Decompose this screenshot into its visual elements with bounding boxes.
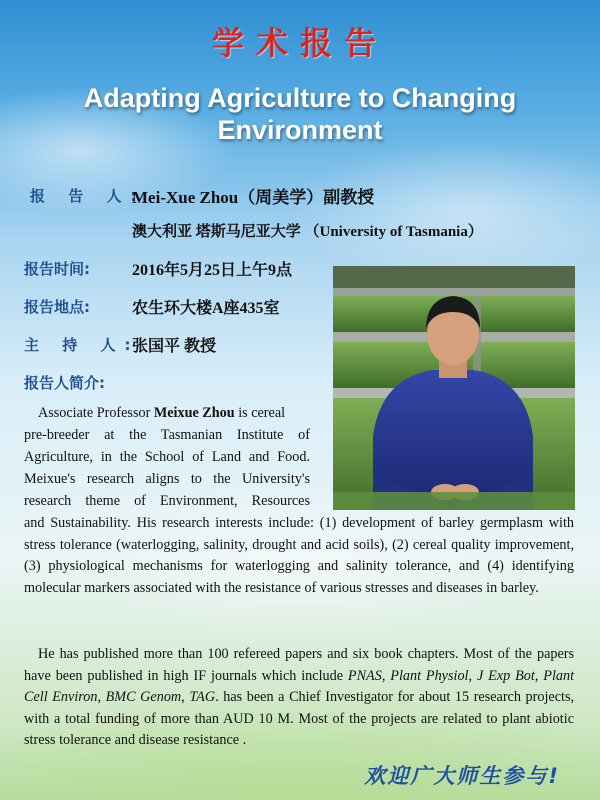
- bio-line-1: [24, 403, 310, 425]
- speaker-label: 报 告 人:: [30, 187, 146, 205]
- place-label: 报告地点:: [24, 298, 90, 316]
- bio-line-1-post: is cereal: [234, 405, 286, 421]
- bio-speaker-name: Meixue Zhou: [153, 405, 235, 421]
- speaker-value: Mei-Xue Zhou（周美学）副教授: [132, 188, 375, 207]
- journal-j-exp-bot: J Exp Bot: [476, 667, 535, 684]
- bio-paragraph-2: [24, 644, 574, 752]
- journal-sep: ,: [468, 667, 477, 684]
- bio-label: 报告人简介:: [24, 374, 105, 392]
- bio-line-4: Meixue's research aligns to the University's: [24, 471, 310, 487]
- speaker-photo-illustration: [333, 266, 575, 510]
- talk-title: Adapting Agriculture to Changing Environment: [83, 83, 517, 145]
- host-label: 主 持 人:: [24, 336, 140, 354]
- bio-line-3: Agriculture, in the School of Land and Food.: [24, 449, 310, 465]
- bio-line-1-pre: Associate Professor: [38, 405, 154, 421]
- journal-sep: ,: [381, 667, 391, 684]
- journal-sep: ,: [97, 689, 106, 706]
- journal-pnas: PNAS: [347, 667, 382, 684]
- bio-p2-start: He has published more than 100 refereed papers and six book chapters. Most of the papers have been published in high IF journals which include: [24, 646, 574, 684]
- journal-tag: TAG: [189, 689, 216, 706]
- journal-bmc-genom: BMC Genom: [105, 689, 182, 706]
- bio-line-2: pre-breeder at the Tasmanian Institute of: [24, 427, 310, 443]
- journal-sep: ,: [534, 667, 544, 684]
- journal-sep: ,: [181, 689, 190, 706]
- place-value: 农生环大楼A座435室: [132, 300, 280, 317]
- welcome-slogan: 欢迎广大师生参与!: [364, 764, 560, 788]
- affiliation-value: 澳大利亚 塔斯马尼亚大学 （University of Tasmania）: [132, 224, 483, 240]
- host-value: 张国平 教授: [132, 338, 217, 355]
- time-value: 2016年5月25日上午9点: [132, 262, 293, 279]
- speaker-photo: [333, 266, 575, 510]
- time-label: 报告时间:: [24, 260, 90, 278]
- journal-plant-cell-environ: Plant Cell Environ: [24, 667, 575, 706]
- poster-title-cn: 学术报告: [211, 24, 388, 62]
- bio-p2-end: . has been a Chief Investigator for about 15 research projects, with a total funding of more than AUD 10 M. Most of the projects are related to plant abiotic stress tolerance and disease resistance .: [24, 689, 575, 749]
- bio-line-5: research theme of Environment, Resources: [24, 493, 310, 509]
- journal-plant-physiol: Plant Physiol: [390, 667, 469, 684]
- bio-paragraph-1-rest: and Sustainability. His research interests include: (1) development of barley germplasm with stress tolerance (waterlogging, salinity, drought and acid soils), (2) cereal quality improvement, (3) physiological mechanisms for waterlogging and salinity tolerance, and (4) identifying molecular markers associated with the resistance of various stresses and diseases in barley.: [24, 515, 574, 596]
